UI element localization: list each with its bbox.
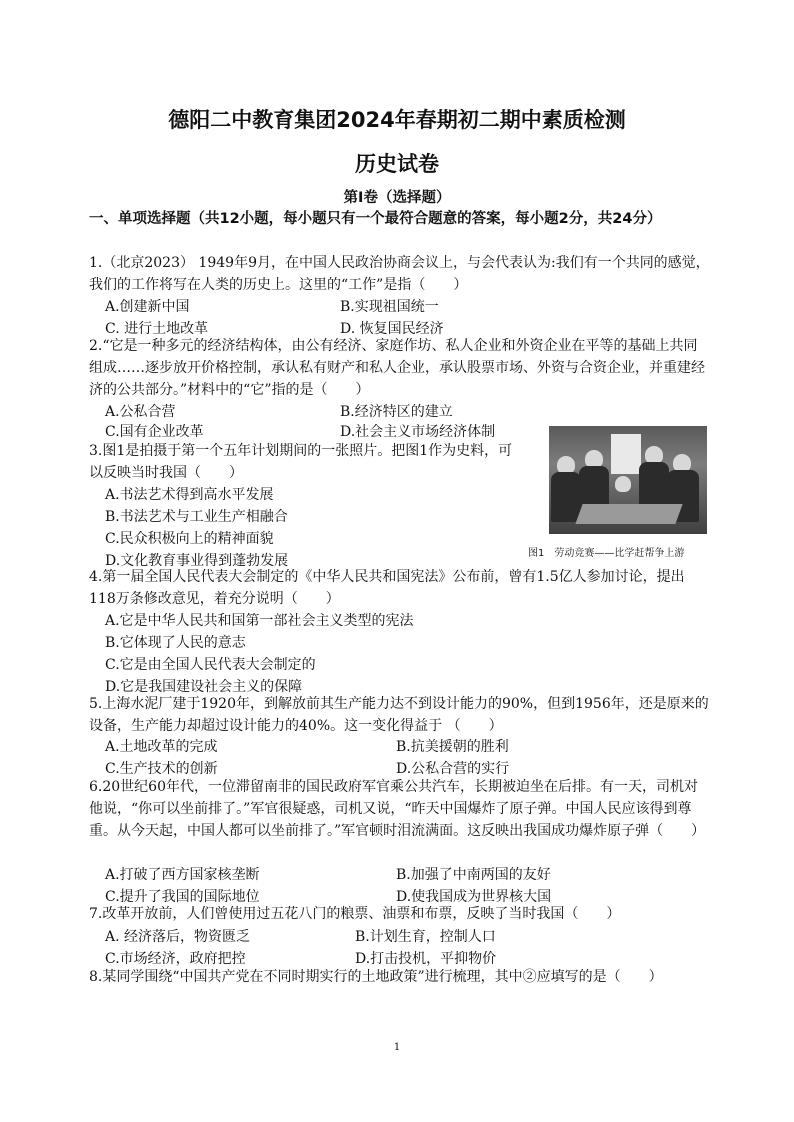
question-5-stem: 5.上海水泥厂建于1920年，到解放前其生产能力达不到设计能力的90%，但到1956年，还是原来的设备，生产能力却超过设计能力的40%。这一变化得益于 （ ） xyxy=(89,696,709,734)
question-7-option-a: A. 经济落后，物资匮乏 xyxy=(105,929,251,945)
question-5-option-b: B.抗美援朝的胜利 xyxy=(396,739,509,755)
question-5-option-d: D.公私合营的实行 xyxy=(396,761,510,777)
question-3-option-a: A.书法艺术得到高水平发展 xyxy=(105,487,274,503)
question-6-option-c: C.提升了我国的国际地位 xyxy=(105,889,260,905)
question-4-stem: 4.第一届全国人民代表大会制定的《中华人民共和国宪法》公布前，曾有1.5亿人参加讨论，提出118万条修改意见，着充分说明（ ） xyxy=(89,569,685,607)
question-3-stem: 3.图1是拍摄于第一个五年计划期间的一张照片。把图1作为史料，可以反映当时我国（ ） xyxy=(89,443,513,481)
question-8-stem: 8.某同学围绕“中国共产党在不同时期实行的土地政策”进行梳理，其中②应填写的是（ ） xyxy=(89,969,663,985)
question-2-stem: 2.“它是一种多元的经济结构体，由公有经济、家庭作坊、私人企业和外资企业在平等的基础上共同组成……逐步放开价格控制，承认私有财产和私人企业，承认股票市场、外资与合资企业，并重建经济的公共部分。”材料中的“它”指的是（ ） xyxy=(89,338,705,398)
question-7-option-d: D.打击投机，平抑物价 xyxy=(355,951,497,967)
question-6-option-b: B.加强了中南两国的友好 xyxy=(396,867,551,883)
figure-1-caption: 图1 劳动竞赛——比学赶帮争上游 xyxy=(528,548,685,559)
question-3-option-d: D.文化教育事业得到蓬勃发展 xyxy=(105,553,289,569)
question-1-option-c: C. 进行土地改革 xyxy=(105,321,209,337)
question-2-option-b: B.经济特区的建立 xyxy=(340,404,453,420)
question-2-option-a: A.公私合营 xyxy=(105,404,176,420)
question-1-stem: 1.（北京2023） 1949年9月，在中国人民政治协商会议上，与会代表认为:我们有一个共同的感觉，我们的工作将写在人类的历史上。这里的“工作”是指（ ） xyxy=(89,255,710,293)
question-6-option-a: A.打破了西方国家核垄断 xyxy=(105,867,260,883)
question-5-option-a: A.土地改革的完成 xyxy=(105,739,218,755)
question-4-option-a: A.它是中华人民共和国第一部社会主义类型的宪法 xyxy=(105,613,414,629)
question-3-option-b: B.书法艺术与工业生产相融合 xyxy=(105,509,288,525)
question-4-option-b: B.它体现了人民的意志 xyxy=(105,635,246,651)
exam-subject: 历史试卷 xyxy=(355,152,439,176)
question-1-option-d: D. 恢复国民经济 xyxy=(340,321,444,337)
question-6-stem: 6.20世纪60年代，一位滞留南非的国民政府军官乘公共汽车，长期被迫坐在后排。有一天，司机对他说，“你可以坐前排了。”军官很疑惑，司机又说，“昨天中国爆炸了原子弹。中国人民应该得到尊重。从今天起，中国人都可以坐前排了。”军官顿时泪流满面。这反映出我国成功爆炸原子弹（ ） xyxy=(89,779,706,839)
exam-title: 德阳二中教育集团2024年春期初二期中素质检测 xyxy=(168,108,626,132)
page-number: 1 xyxy=(393,1042,401,1053)
question-7-option-c: C.市场经济，政府把控 xyxy=(105,951,246,967)
question-2-option-c: C.国有企业改革 xyxy=(105,424,204,440)
question-1-option-a: A.创建新中国 xyxy=(105,299,190,315)
section-heading: 一、单项选择题（共12小题，每小题只有一个最符合题意的答案，每小题2分，共24分） xyxy=(89,211,662,227)
part-heading: 第Ⅰ卷（选择题） xyxy=(343,190,451,206)
question-7-stem: 7.改革开放前，人们曾使用过五花八门的粮票、油票和布票，反映了当时我国（ ） xyxy=(89,906,621,922)
question-3-option-c: C.民众积极向上的精神面貌 xyxy=(105,531,274,547)
question-6-option-d: D.使我国成为世界核大国 xyxy=(396,889,552,905)
figure-1-photo xyxy=(549,426,707,534)
question-5-option-c: C.生产技术的创新 xyxy=(105,761,218,777)
question-1-option-b: B.实现祖国统一 xyxy=(340,299,439,315)
question-7-option-b: B.计划生育，控制人口 xyxy=(355,929,496,945)
question-2-option-d: D.社会主义市场经济体制 xyxy=(340,424,496,440)
question-4-option-c: C.它是由全国人民代表大会制定的 xyxy=(105,657,316,673)
question-4-option-d: D.它是我国建设社会主义的保障 xyxy=(105,679,303,695)
